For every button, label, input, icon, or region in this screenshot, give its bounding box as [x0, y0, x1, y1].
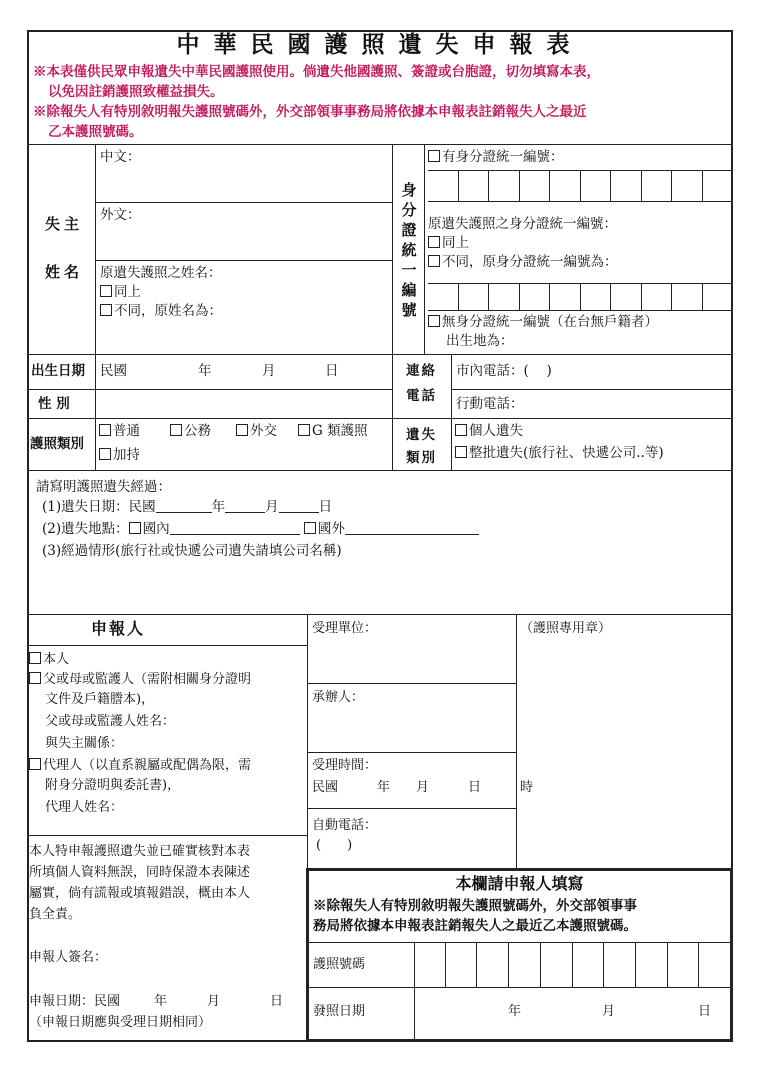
office-auto-label: 自動電話：: [312, 818, 378, 833]
checkbox[interactable]: [298, 424, 310, 436]
ptype-official[interactable]: 公務: [170, 422, 211, 441]
checkbox[interactable]: [100, 304, 112, 316]
id-diff-option[interactable]: 不同，原身分證統一編號為：: [428, 253, 618, 272]
vline-reporter: [307, 614, 308, 868]
applicant-box-note-2: 務局將依據本申報表註銷報失人之最近乙本護照號碼。: [313, 918, 637, 934]
loss-batch[interactable]: 整批遺失(旅行社、快遞公司..等): [455, 444, 664, 463]
ptype-diplomatic[interactable]: 外交: [236, 422, 277, 441]
checkbox[interactable]: [455, 446, 467, 458]
loss-type-label-2: 類別: [406, 450, 437, 466]
issue-date-year: 年: [508, 1004, 522, 1019]
note-line-1: ※本表僅供民眾申報遺失中華民國護照使用。倘遺失他國護照、簽證或台胞證，切勿填寫本表，: [33, 64, 600, 80]
birth-label: 出生日期: [31, 363, 85, 379]
checkbox[interactable]: [428, 315, 440, 327]
checkbox[interactable]: [428, 236, 440, 248]
circ-intro: 請寫明護照遺失經過：: [36, 479, 171, 495]
passport-number-grid[interactable]: [414, 942, 730, 987]
reporter-parent-line2: 文件及戶籍謄本)，: [45, 692, 155, 707]
loss-place-row[interactable]: (2)遺失地點： 國內 國外: [42, 520, 479, 539]
office-handler-label: 承辦人：: [312, 690, 365, 705]
line-below-reporter: [28, 835, 307, 836]
line-office-3: [307, 808, 516, 809]
gender-label: 性 別: [38, 396, 70, 412]
vline-name-label: [95, 144, 96, 470]
issue-date-label: 發照日期: [313, 1004, 366, 1019]
checkbox[interactable]: [304, 522, 316, 534]
checkbox[interactable]: [99, 424, 111, 436]
declaration-2: 所填個人資料無誤，同時保證本表陳述: [29, 865, 251, 880]
reporter-relation: 與失主關係：: [45, 736, 124, 751]
checkbox[interactable]: [428, 150, 440, 162]
vline-contact: [451, 354, 452, 470]
checkbox[interactable]: [129, 522, 141, 534]
report-date-row: 申報日期：民國 年 月 日: [29, 994, 284, 1009]
foreign-name-label: 外文：: [100, 207, 141, 223]
name-same-option[interactable]: 同上: [100, 283, 141, 302]
ptype-g[interactable]: G 類護照: [298, 422, 368, 441]
applicant-box-note-1: ※除報失人有特別敘明報失護照號碼外，外交部領事事: [313, 898, 637, 914]
line-below-circ: [28, 614, 732, 615]
reporter-agent-name: 代理人姓名：: [45, 800, 124, 815]
line-mid-contact: [451, 389, 732, 390]
line-below-ptype: [28, 470, 732, 471]
birth-day-unit: 日: [325, 363, 339, 379]
id-grid-2[interactable]: [428, 283, 732, 311]
line-chinese: [95, 202, 392, 203]
vline-id-left: [392, 144, 393, 470]
home-phone-label: 市內電話：( ): [456, 363, 552, 379]
checkbox[interactable]: [428, 255, 440, 267]
id-same-option[interactable]: 同上: [428, 234, 469, 253]
vline-office: [516, 614, 517, 868]
passport-number-label: 護照號碼: [313, 957, 366, 972]
loss-type-label-1: 遺失: [406, 427, 437, 443]
reporter-parent-name: 父或母或監護人姓名：: [45, 714, 176, 729]
applicant-box-title: 本欄請申報人填寫: [455, 874, 584, 893]
ptype-label: 護照類別: [30, 436, 84, 452]
report-date-note: （申報日期應與受理日期相同）: [29, 1015, 212, 1030]
owner-label-1: 失主: [45, 215, 84, 233]
office-time-label: 受理時間：: [312, 758, 378, 773]
office-unit-label: 受理單位：: [312, 621, 378, 636]
birth-month-unit: 月: [262, 363, 276, 379]
has-id-option[interactable]: 有身分證統一編號：: [428, 148, 564, 167]
reporter-parent[interactable]: 父或母或監護人（需附相關身分證明: [29, 670, 251, 690]
checkbox[interactable]: [99, 448, 111, 460]
mobile-phone-label: 行動電話：: [456, 396, 524, 412]
reporter-self[interactable]: 本人: [29, 650, 69, 670]
id-vertical-label: 身 分 證 統 一 編 號: [401, 181, 417, 319]
contact-label-1: 連絡: [406, 363, 437, 379]
reporter-heading: 申報人: [90, 619, 145, 638]
checkbox[interactable]: [236, 424, 248, 436]
ptype-endorse[interactable]: 加持: [99, 446, 140, 465]
circ-detail-label: (3)經過情形(旅行社或快遞公司遺失請填公司名稱): [42, 543, 342, 559]
passport-seal-label: （護照專用章）: [520, 621, 612, 636]
id-grid-1[interactable]: [428, 170, 732, 202]
vline-id-right: [424, 144, 425, 354]
line-below-notes: [28, 144, 732, 145]
checkbox[interactable]: [29, 652, 41, 664]
checkbox[interactable]: [29, 758, 41, 770]
no-id-option[interactable]: 無身分證統一編號（在台無戶籍者）: [428, 313, 658, 332]
owner-label-2: 姓名: [45, 263, 84, 281]
checkbox[interactable]: [29, 672, 41, 684]
ptype-normal[interactable]: 普通: [99, 422, 140, 441]
line-foreign: [95, 260, 392, 261]
reporter-agent-line2: 附身分證明與委託書)，: [45, 778, 181, 793]
checkbox[interactable]: [170, 424, 182, 436]
orig-id-label: 原遺失護照之身分證統一編號：: [428, 216, 617, 232]
line-box-2: [309, 987, 730, 988]
chinese-name-label: 中文：: [100, 149, 141, 165]
birth-year-unit: 年: [198, 363, 212, 379]
line-below-birth: [28, 389, 392, 390]
contact-label-2: 電話: [406, 388, 437, 404]
declaration-1: 本人特申報護照遺失並已確實核對本表: [29, 844, 251, 859]
checkbox[interactable]: [455, 424, 467, 436]
declaration-4: 負全責。: [29, 907, 82, 922]
name-diff-option[interactable]: 不同，原姓名為：: [100, 302, 222, 321]
issue-date-month: 月: [602, 1004, 616, 1019]
issue-date-day: 日: [698, 1004, 712, 1019]
declaration-3: 屬實，倘有謊報或填報錯誤，概由本人: [29, 886, 251, 901]
checkbox[interactable]: [100, 285, 112, 297]
office-auto-value: ( ): [316, 838, 353, 853]
office-time-row: 民國 年 月 日 時: [312, 780, 534, 795]
orig-name-label: 原遺失護照之姓名：: [100, 265, 222, 281]
loss-date-row[interactable]: (1)遺失日期：民國 年 月 日: [42, 499, 333, 515]
birthplace-label: 出生地為：: [446, 333, 514, 349]
loss-individual[interactable]: 個人遺失: [455, 422, 523, 441]
signature-label: 申報人簽名：: [29, 950, 108, 965]
line-office-2: [307, 752, 516, 753]
note-line-4: 乙本護照號碼。: [48, 124, 143, 140]
birth-era: 民國: [100, 363, 127, 379]
line-office-1: [307, 683, 516, 684]
note-line-3: ※除報失人有特別敘明報失護照號碼外，外交部領事事務局將依據本申報表註銷報失人之最近: [33, 104, 587, 120]
line-below-name: [28, 354, 732, 355]
reporter-agent[interactable]: 代理人（以直系親屬或配偶為限，需: [29, 756, 251, 776]
line-below-gender: [28, 418, 732, 419]
note-line-2: 以免因註銷護照致權益損失。: [48, 84, 224, 100]
form-title: 中華民國護照遺失申報表: [176, 31, 584, 58]
line-reporter-head: [28, 645, 307, 646]
